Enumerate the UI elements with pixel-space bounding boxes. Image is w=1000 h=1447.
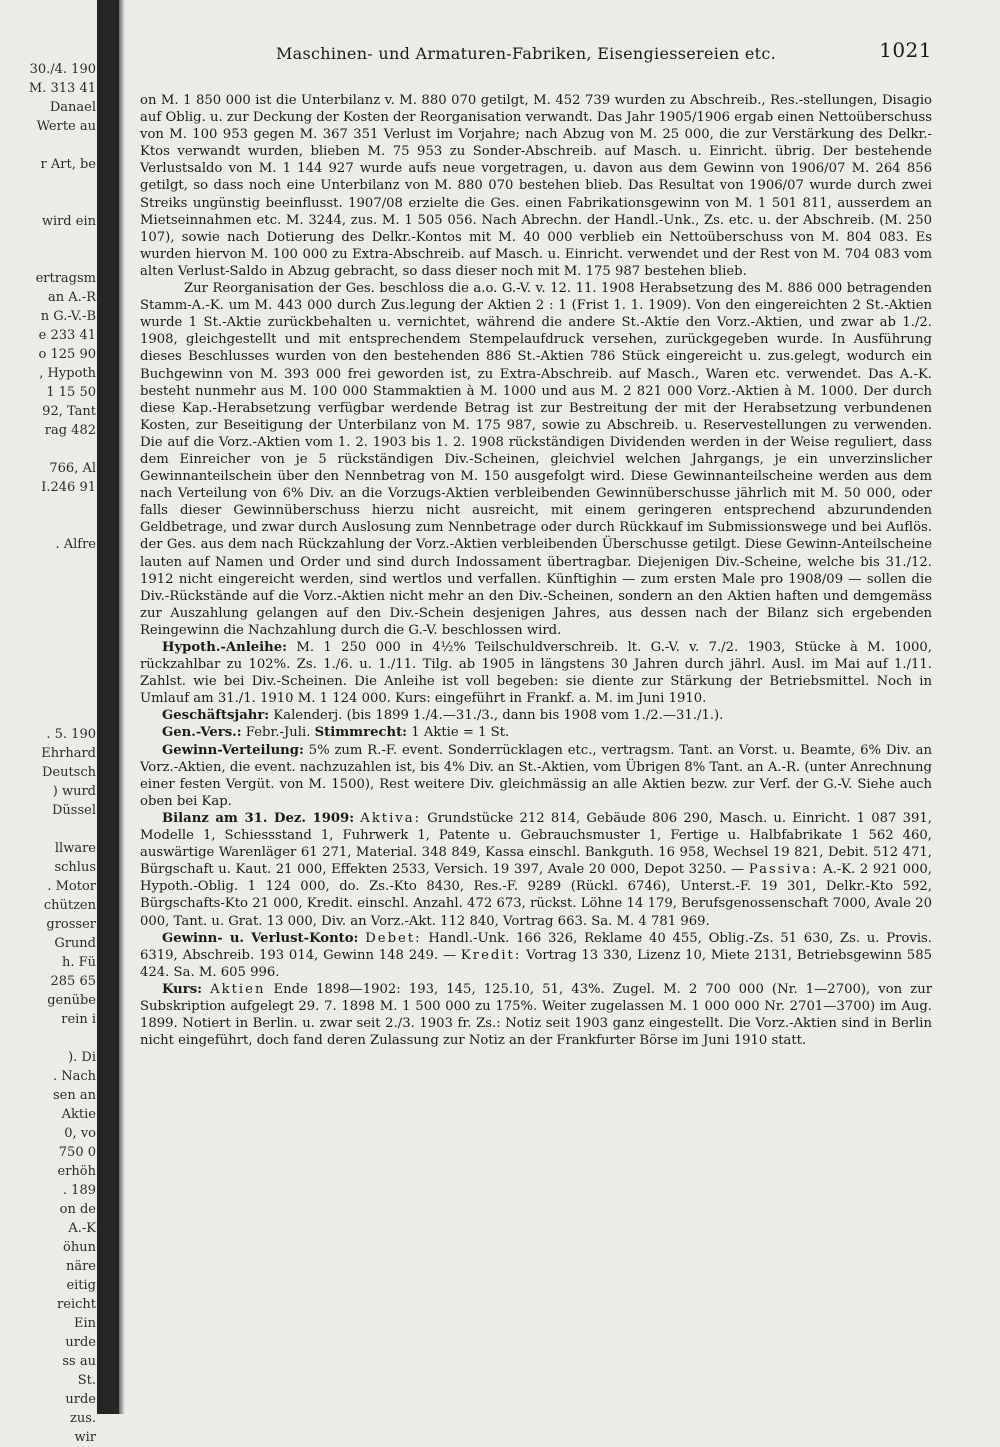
left-fragment-line: Danael bbox=[49, 100, 96, 115]
left-fragment-line: öhun bbox=[63, 1240, 96, 1255]
section-text: Ende 1898—1902: 193, 145, 125.10, 51, 43%. Zugel. M. 2 700 000 (Nr. 1—2700), von zur Subskription aufgelegt 29. 7. 1898 M. 1 500 000 zu 175%. Weiter zugelassen M. 1 000 000 Nr. 2701—3700) im Aug. 1899. Notiert in Berlin. u. zwar seit 2./3. 1903 fr. Zs.: Notiz seit 1903 ganz eingestellt. Die Vorz.-Aktien sind in Berlin nicht eingeführt, doch fand deren Zulassung zur Notiz an der Frankfurter Börse im Juni 1910 statt. bbox=[140, 981, 932, 1049]
left-fragment-line: ). Di bbox=[68, 1050, 96, 1065]
left-fragment-line: 0, vo bbox=[64, 1126, 96, 1141]
section-gen-vers bbox=[140, 724, 932, 741]
section-text: 1 Aktie = 1 St. bbox=[411, 725, 510, 741]
left-fragment-line: wird ein bbox=[41, 214, 96, 229]
left-fragment-line bbox=[0, 497, 96, 516]
section-label: Gewinn-Verteilung: bbox=[162, 742, 304, 758]
section-text: Grundstücke 212 814, Gebäude 806 290, Masch. u. Einricht. 1 087 391, Modelle 1, Schiessstand 1, Fuhrwerk 1, Patente u. Gebrauchsmuster 1, Fertige u. Halbfabrikate 1 562 460, auswärtige Warenläger 61 271, Material. 348 849, Kassa einschl. Bankguth. 16 958, Wechsel 19 821, Debit. 512 471, Bürgschaft u. Kaut. 21 000, Effekten 2533, Versich. 19 397, Avale 20 000, Depot 3250. — bbox=[140, 810, 932, 878]
left-fragment-line: St. bbox=[77, 1373, 96, 1388]
section-text: Vortrag 13 330, Lizenz 10, Miete 2131, Betriebsgewinn 585 424. Sa. M. 605 996. bbox=[140, 947, 932, 980]
left-fragment-line: schlus bbox=[54, 860, 96, 875]
section-text: 5% zum R.-F. event. Sonderrücklagen etc., vertragsm. Tant. an Vorst. u. Beamte, 6% Div. an Vorz.-Aktien, die event. nachzuzahlen ist, bis 4% Div. an St.-Aktien, vom Übrigen 8% Tant. an A.-R. (unter Anrechnung einer festen Vergüt. von M. 1500), Rest weitere Div. gleichmässig an alle Aktien bezw. zur Verf. der G.-V. Siehe auch oben bei Kap. bbox=[140, 742, 932, 809]
section-label: Bilanz am 31. Dez. 1909: bbox=[162, 810, 355, 826]
left-fragment-line: chützen bbox=[43, 898, 96, 913]
left-fragment-line bbox=[0, 649, 96, 668]
passiva-label: Passiva: bbox=[748, 862, 819, 878]
left-fragment-line: Deutsch bbox=[41, 765, 96, 780]
left-fragment-line bbox=[0, 516, 96, 535]
section-geschaeftsjahr bbox=[140, 707, 932, 724]
paragraph-verlust: on M. 1 850 000 ist die Unterbilanz v. M. 880 070 getilgt, M. 452 739 wurden zu Abschreib., Res.-stellungen, Disagio auf Oblig. u. zur Deckung der Kosten der Reorganisation verwandt. Das Jahr 1905/1906 ergab einen Nettoüberschuss von M. 100 953 gegen M. 367 351 Verlust im Vorjahre; nach Abzug von M. 25 000, die zur Verstärkung des Delkr.-Ktos verwandt wurden, blieben M. 75 953 zu Sonder-Abschreib. auf Masch. u. Einricht. übrig. Der bestehende Verlustsaldo von M. 1 144 927 wurde aufs neue vorgetragen, u. davon aus dem Gewinn von 1906/07 M. 264 856 getilgt, so dass noch eine Unterbilanz von M. 880 070 bestehen blieb. Das Resultat von 1906/07 wurde durch zwei Streiks ungünstig beeinflusst. 1907/08 erzielte die Ges. einen Fabrikationsgewinn von M. 1 501 811, ausserdem an Mietseinnahmen etc. M. 3244, zus. M. 1 505 056. Nach Abrechn. der Handl.-Unk., Zs. etc. u. der Abschreib. (M. 250 107), sowie nach Dotierung des Delkr.-Kontos mit M. 40 000 verblieb ein Nettoüberschuss von M. 804 083. Es wurden hiervon M. 100 000 zu Extra-Abschreib. auf Masch. u. Einricht. verwendet und der Rest von M. 704 083 vom alten Verlust-Saldo in Abzug gebracht, so dass dieser noch mit M. 175 987 bestehen blieb. bbox=[140, 93, 932, 279]
running-head: Maschinen- und Armaturen-Fabriken, Eisengiessereien etc. bbox=[276, 44, 777, 63]
section-kurs bbox=[140, 981, 932, 1049]
aktien-label: Aktien bbox=[210, 981, 266, 997]
left-fragment-line bbox=[0, 630, 96, 649]
left-fragment-line: erhöh bbox=[57, 1164, 96, 1179]
left-fragment-line: eitig bbox=[66, 1278, 96, 1293]
left-fragment-line: Düssel bbox=[52, 803, 96, 818]
left-fragment-line: zus. bbox=[69, 1411, 96, 1426]
section-text: A.-K. 2 921 000, Hypoth.-Oblig. 1 124 000, do. Zs.-Kto 8430, Res.-F. 9289 (Rückl. 6746), Unterst.-F. 19 301, Delkr.-Kto 592, Bürgschafts-Kto 21 000, Kredit. einschl. Anzahl. 472 673, rückst. Löhne 14 179, Berufsgenossenschaft 7000, Avale 20 000, Tant. u. Grat. 13 000, Div. an Vorz.-Akt. 112 840, Vortrag 663. Sa. M. 4 781 969. bbox=[140, 862, 932, 929]
section-label: Kurs: bbox=[162, 981, 203, 997]
section-label: Gewinn- u. Verlust-Konto: bbox=[162, 930, 359, 946]
kredit-label: Kredit: bbox=[460, 947, 522, 963]
paragraph-reorganisation: Zur Reorganisation der Ges. beschloss die a.o. G.-V. v. 12. 11. 1908 Herabsetzung des M. 886 000 betragenden Stamm-A.-K. um M. 443 000 durch Zus.legung der Aktien 2 : 1 (Frist 1. 1. 1909). Von den eingereichten 2 St.-Aktien wurde 1 St.-Aktie zurückbehalten u. vernichtet, während die andere St.-Aktie den Vorz.-Aktien, und zwar ab 1./2. 1908, gleichgestellt und mit entsprechendem Stempelaufdruck versehen, zurückgegeben wurde. In Ausführung dieses Beschlusses wurden von den bestehenden 886 St.-Aktien 786 Stück eingereicht u. zus.gelegt, wodurch ein Buchgewinn von M. 393 000 frei geworden ist, zu Extra-Abschreib. auf Masch., Waren etc. verwendet. Das A.-K. besteht nunmehr aus M. 100 000 Stammaktien à M. 1000 und aus M. 2 821 000 Vorz.-Aktien à M. 1000. Der durch diese Kap.-Herabsetzung verfügbar werdende Betrag ist zur Bestreitung der mit der Herabsetzung verbundenen Kosten, zur Beseitigung der Unterbilanz von M. 175 987, sowie zu Abschreib. u. Reservestellungen zu verwenden. Die auf die Vorz.-Aktien vom 1. 2. 1903 bis 1. 2. 1908 rückständigen Dividenden werden in der Weise reguliert, dass dem Einreicher von je 5 rückständigen Div.-Scheinen, gleichviel welchen Jahrgangs, je ein unverzinslicher Gewinnanteilschein über den Nennbetrag von M. 150 ausgefolgt wird. Diese Gewinnanteilscheine werden aus dem nach Verteilung von 6% Div. an die Vorzugs-Aktien verbleibenden Gewinnüberschusse jährlich mit M. 50 000, oder falls dieser Gewinnüberschuss hierzu nicht ausreicht, mit einem geringeren entsprechend abzurundenden Geldbetrage, und zwar durch Auslosung zum Nennbetrage oder durch Rückkauf im Submissionswege und bei Auflös. der Ges. aus dem nach Rückzahlung der Vorz.-Aktien verbleibenden Überschusse getilgt. Diese Gewinn-Anteilscheine lauten auf Namen und Order und sind durch Indossament übertragbar. Diejenigen Div.-Scheine, welche bis 31./12. 1912 nicht eingereicht werden, sind wertlos und verfallen. Künftighin — zum ersten Male pro 1908/09 — sollen die Div.-Rückstände auf die Vorz.-Aktien nicht mehr an den Div.-Scheinen, sondern an den Aktien haften und demgemäss zur Auszahlung gelangen auf den Div.-Schein desjenigen Jahres, aus dessen nach der Bilanz sich ergebenden Reingewinn die Nachzahlung durch die G.-V. beschlossen wird. bbox=[140, 281, 932, 638]
aktiva-label: Aktiva: bbox=[360, 810, 422, 826]
left-fragment-line: . 189 bbox=[62, 1183, 96, 1198]
section-label: Gen.-Vers.: bbox=[162, 725, 242, 741]
left-fragment-line: Grund bbox=[54, 936, 96, 951]
left-fragment-line: llware bbox=[54, 841, 96, 856]
left-fragment-line: rag 482 bbox=[44, 423, 96, 438]
left-fragment-line: 92, Tant bbox=[42, 404, 96, 419]
left-fragment-line: Werte au bbox=[36, 119, 96, 134]
left-fragment-line: , Hypoth bbox=[39, 366, 96, 381]
left-fragment-line bbox=[0, 193, 96, 212]
left-fragment-line: ss au bbox=[62, 1354, 96, 1369]
page-number: 1021 bbox=[879, 38, 932, 62]
left-fragment-line: Ehrhard bbox=[41, 746, 96, 761]
left-fragment-line bbox=[0, 136, 96, 155]
left-fragment-line: Aktie bbox=[61, 1107, 96, 1122]
left-fragment-line: o 125 90 bbox=[38, 347, 96, 362]
left-fragment-line bbox=[0, 611, 96, 630]
left-fragment-line bbox=[0, 573, 96, 592]
left-fragment-line: r Art, be bbox=[40, 157, 96, 172]
left-fragment-line: I.246 91 bbox=[41, 480, 96, 495]
left-fragment-line: reicht bbox=[57, 1297, 96, 1312]
left-fragment-line: . Nach bbox=[52, 1069, 96, 1084]
left-fragment-line: A.-K bbox=[68, 1221, 96, 1236]
left-fragment-line: rein i bbox=[61, 1012, 96, 1027]
gutter-shadow bbox=[119, 0, 125, 1414]
left-fragment-line: h. Fü bbox=[61, 955, 96, 970]
section-text: Handl.-Unk. 166 326, Reklame 40 455, Oblig.-Zs. 51 630, Zs. u. Provis. 6319, Abschreib. 193 014, Gewinn 148 249. — bbox=[140, 930, 932, 963]
left-fragment-line: n G.-V.-B bbox=[40, 309, 96, 324]
section-label: Geschäftsjahr: bbox=[162, 708, 270, 724]
left-fragment-line: e 233 41 bbox=[38, 328, 96, 343]
left-fragment-line: on de bbox=[59, 1202, 96, 1217]
left-fragment-line: . 5. 190 bbox=[46, 727, 96, 742]
left-fragment-line bbox=[0, 231, 96, 250]
book-gutter bbox=[97, 0, 119, 1414]
section-bilanz bbox=[140, 810, 932, 930]
left-fragment-line: M. 313 41 bbox=[28, 81, 96, 96]
section-hypoth-anleihe bbox=[140, 639, 932, 707]
left-fragment-line bbox=[0, 592, 96, 611]
left-fragment-line bbox=[0, 668, 96, 687]
left-page-fragment bbox=[0, 60, 96, 1445]
left-fragment-line bbox=[0, 706, 96, 725]
left-fragment-line bbox=[0, 250, 96, 269]
left-fragment-line: sen an bbox=[53, 1088, 96, 1103]
left-fragment-line: . Alfre bbox=[55, 537, 96, 552]
left-fragment-line: urde bbox=[65, 1335, 96, 1350]
left-fragment-line bbox=[0, 440, 96, 459]
main-text-column bbox=[140, 92, 932, 1049]
left-fragment-line: 766, Al bbox=[49, 461, 96, 476]
left-fragment-line: näre bbox=[65, 1259, 96, 1274]
left-fragment-line: 30./4. 190 bbox=[29, 62, 96, 77]
left-fragment-line: urde bbox=[65, 1392, 96, 1407]
section-text: M. 1 250 000 in 4½% Teilschuldverschreib. lt. G.-V. v. 7./2. 1903, Stücke à M. 1000, rückzahlbar zu 102%. Zs. 1./6. u. 1./11. Tilg. ab 1905 in längstens 30 Jahren durch jährl. Ausl. im Mai auf 1./11. Zahlst. wie bei Div.-Scheinen. Die Anleihe ist voll begeben: sie diente zur Stärkung der Betriebsmittel. Noch in Umlauf am 31./1. 1910 M. 1 124 000. Kurs: eingeführt in Frankf. a. M. im Juni 1910. bbox=[140, 640, 932, 707]
left-fragment-line bbox=[0, 820, 96, 839]
left-fragment-line: . Motor bbox=[47, 879, 96, 894]
section-gewinn-verteilung bbox=[140, 742, 932, 810]
left-fragment-line: genübe bbox=[47, 993, 96, 1008]
section-label: Hypoth.-Anleihe: bbox=[162, 640, 287, 655]
left-fragment-line: an A.-R bbox=[48, 290, 96, 305]
left-fragment-line bbox=[0, 174, 96, 193]
debet-label: Debet: bbox=[365, 930, 422, 946]
section-text: Kalenderj. (bis 1899 1./4.—31./3., dann bis 1908 vom 1./2.—31./1.). bbox=[273, 708, 724, 724]
left-fragment-line: ertragsm bbox=[35, 271, 96, 286]
left-fragment-line bbox=[0, 554, 96, 573]
section-text: Febr.-Juli. bbox=[245, 725, 311, 741]
left-fragment-line: grosser bbox=[46, 917, 96, 932]
left-fragment-line: ) wurd bbox=[52, 784, 96, 799]
left-fragment-line: 750 0 bbox=[58, 1145, 96, 1160]
left-fragment-line bbox=[0, 1029, 96, 1048]
page-header bbox=[140, 38, 932, 72]
left-fragment-line bbox=[0, 687, 96, 706]
section-label: Stimmrecht: bbox=[314, 725, 408, 741]
left-fragment-line: wir bbox=[74, 1430, 96, 1445]
left-fragment-line: Ein bbox=[73, 1316, 96, 1331]
section-gewinn-verlust-konto bbox=[140, 930, 932, 981]
left-fragment-line: 285 65 bbox=[50, 974, 96, 989]
left-fragment-line: 1 15 50 bbox=[46, 385, 96, 400]
